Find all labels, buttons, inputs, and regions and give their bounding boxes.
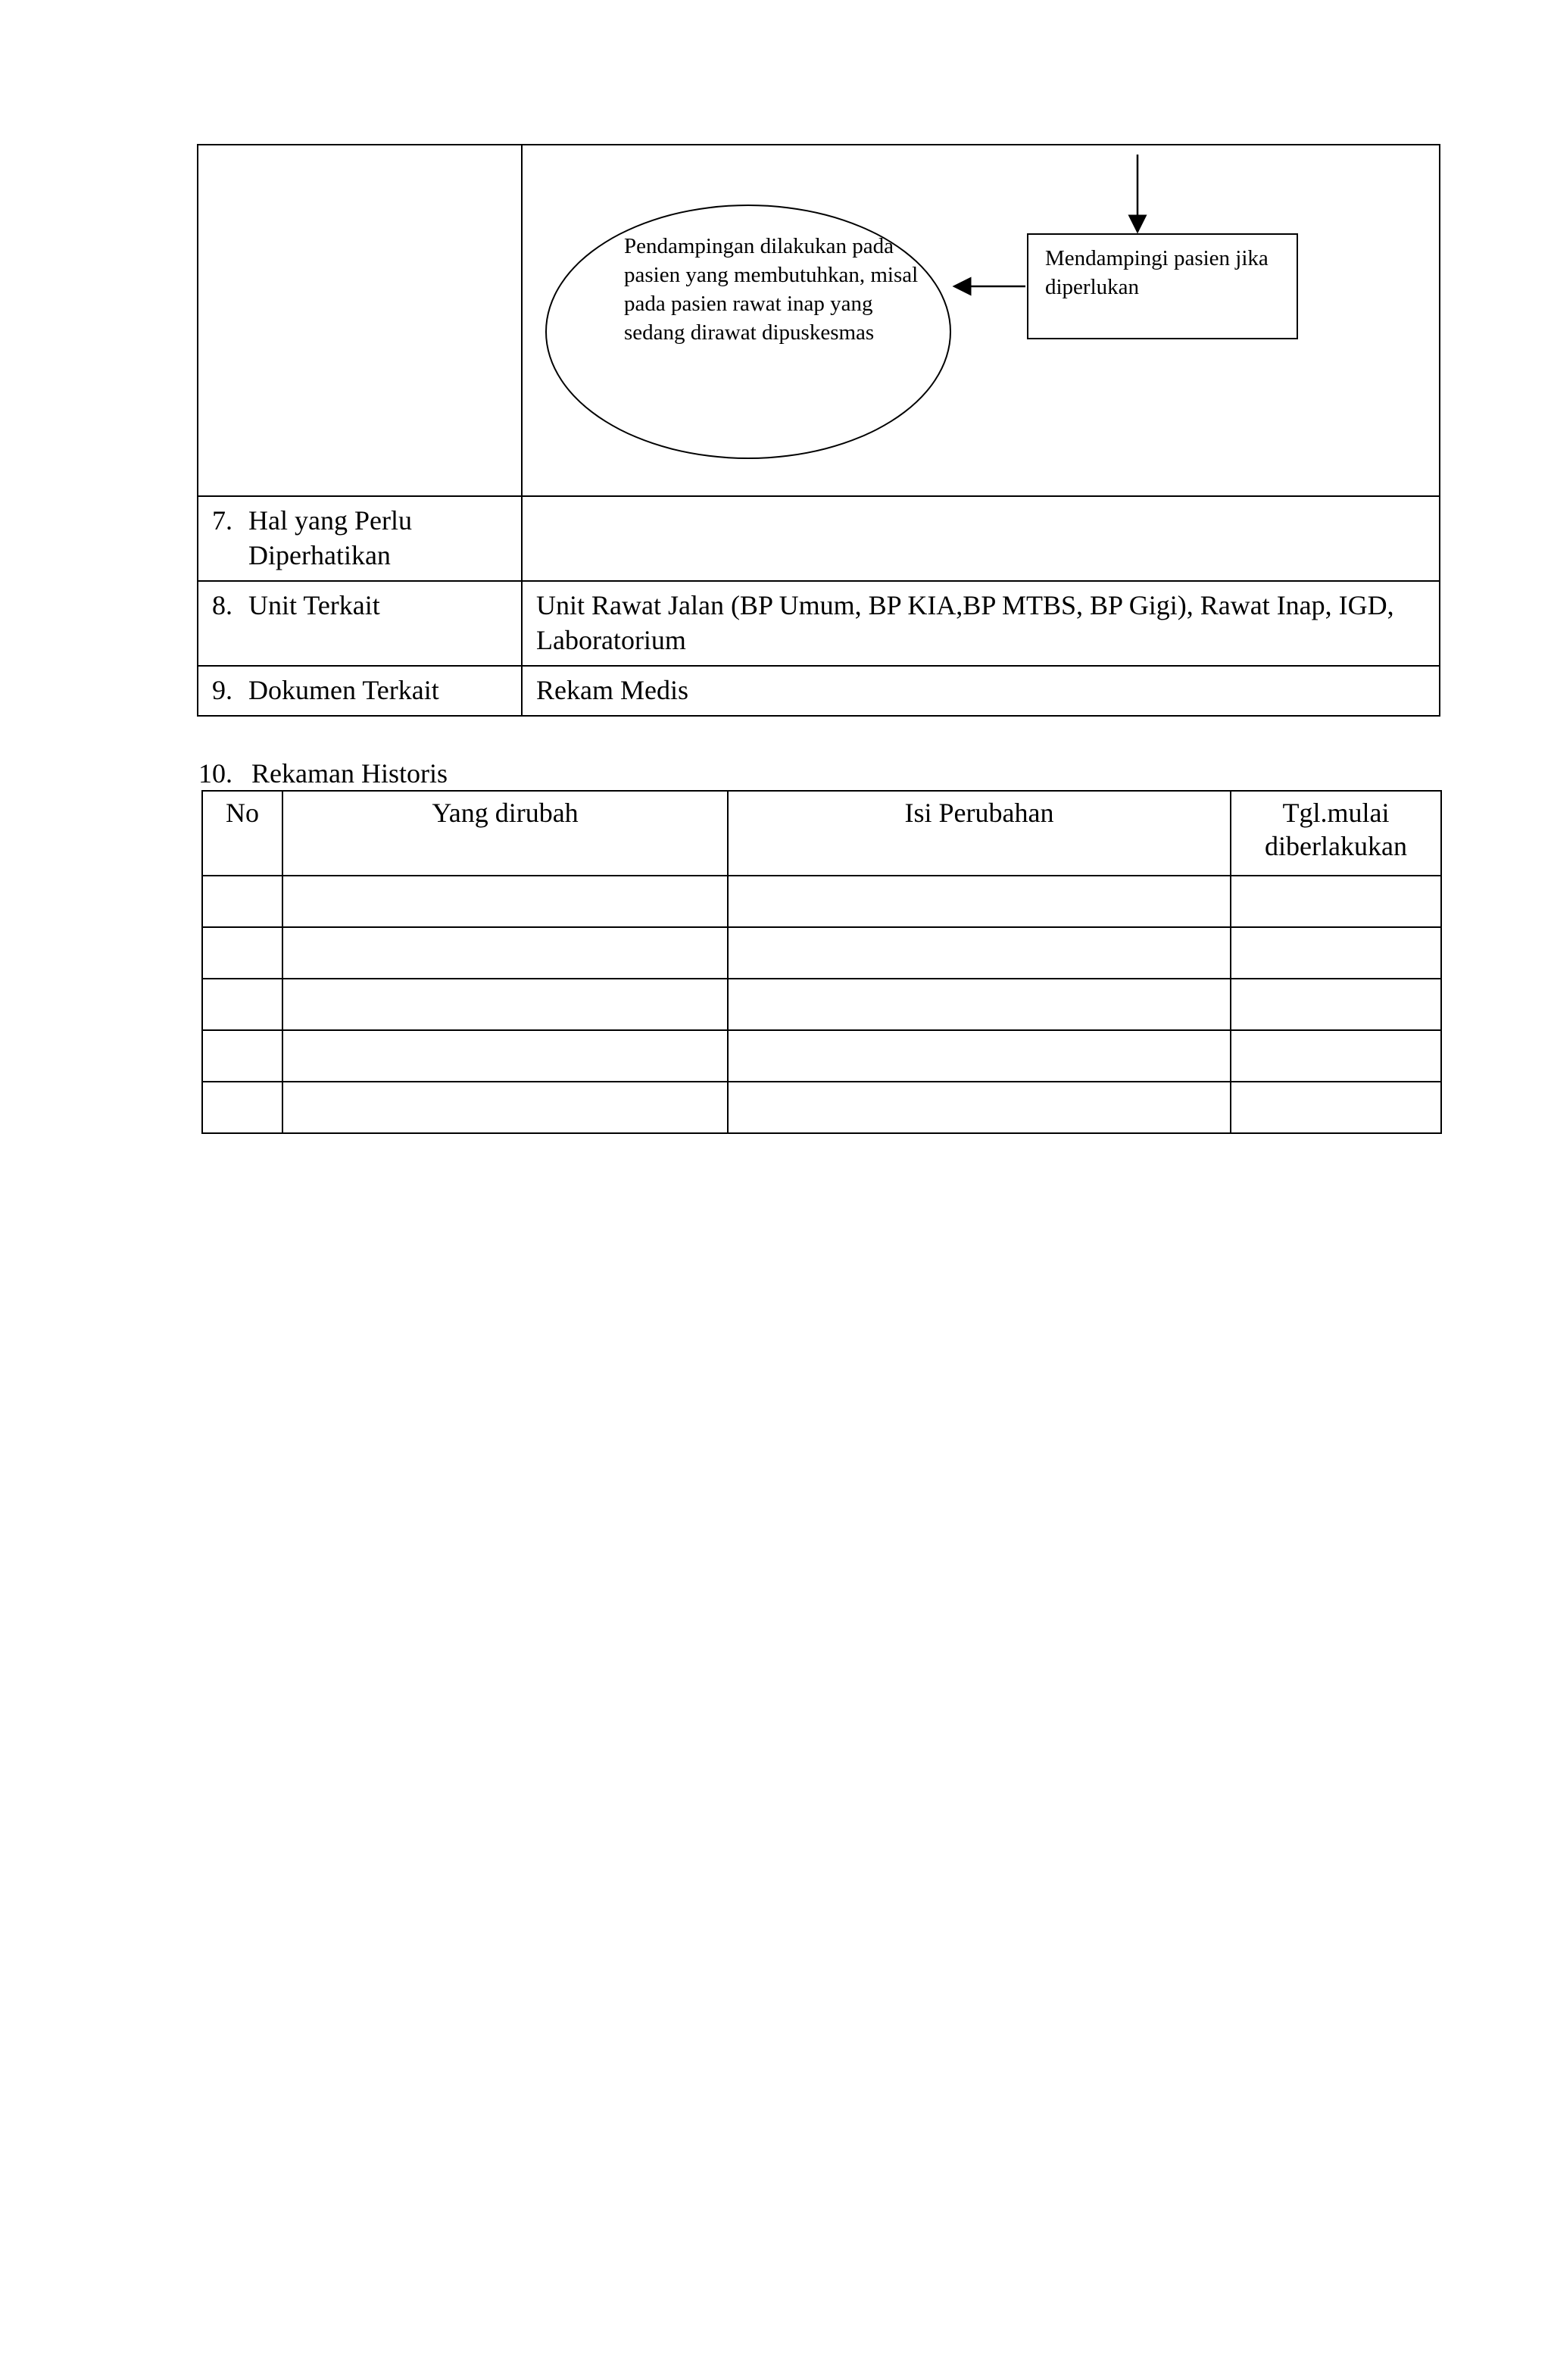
history-header-row bbox=[202, 791, 1441, 876]
row-value: Unit Rawat Jalan (BP Umum, BP KIA,BP MTBS, BP Gigi), Rawat Inap, IGD, Laboratorium bbox=[536, 590, 1394, 655]
row-number: 7. bbox=[212, 505, 232, 536]
table-cell bbox=[728, 927, 1231, 979]
table-cell bbox=[1231, 927, 1441, 979]
table-cell bbox=[282, 927, 728, 979]
table-cell bbox=[282, 1082, 728, 1133]
row-label bbox=[198, 497, 521, 580]
table-cell bbox=[282, 876, 728, 927]
table-cell bbox=[282, 1030, 728, 1082]
column-header-tgl-mulai: Tgl.mulai diberlakukan bbox=[1231, 791, 1441, 876]
row-label-text: Hal yang Perlu Diperhatikan bbox=[248, 505, 412, 570]
table-cell bbox=[728, 876, 1231, 927]
table-row bbox=[202, 876, 1441, 927]
row-number: 8. bbox=[212, 590, 232, 620]
flowchart-label-cell bbox=[198, 145, 522, 496]
table-cell bbox=[728, 1082, 1231, 1133]
flowchart-step-box: Mendampingi pasien jika diperlukan bbox=[1027, 233, 1298, 339]
history-heading bbox=[198, 756, 448, 791]
row-label bbox=[198, 667, 521, 715]
table-cell bbox=[1231, 1030, 1441, 1082]
table-row bbox=[202, 1030, 1441, 1082]
table-cell bbox=[202, 927, 282, 979]
table-cell bbox=[202, 979, 282, 1030]
row-hal-perlu-diperhatikan bbox=[198, 496, 1440, 581]
table-cell bbox=[728, 979, 1231, 1030]
table-cell bbox=[1231, 1082, 1441, 1133]
table-cell bbox=[202, 1082, 282, 1133]
column-header-no: No bbox=[202, 791, 282, 876]
row-value: Rekam Medis bbox=[536, 675, 688, 705]
table-cell bbox=[202, 1030, 282, 1082]
flowchart-cell bbox=[522, 145, 1440, 496]
table-cell bbox=[1231, 876, 1441, 927]
flowchart-row bbox=[198, 145, 1440, 496]
row-dokumen-terkait bbox=[198, 666, 1440, 716]
row-label-text: Dokumen Terkait bbox=[248, 675, 439, 705]
row-label bbox=[198, 582, 521, 630]
table-row bbox=[202, 979, 1441, 1030]
table-cell bbox=[1231, 979, 1441, 1030]
flowchart-note-text: Pendampingan dilakukan pada pasien yang membutuhkan, misal pada pasien rawat inap yang sedang dirawat dipuskesmas bbox=[624, 234, 919, 345]
flowchart bbox=[523, 145, 1439, 495]
table-row bbox=[202, 1082, 1441, 1133]
row-label-text: Unit Terkait bbox=[248, 590, 380, 620]
column-header-isi-perubahan: Isi Perubahan bbox=[728, 791, 1231, 876]
column-header-yang-dirubah: Yang dirubah bbox=[282, 791, 728, 876]
table-cell bbox=[282, 979, 728, 1030]
row-number: 9. bbox=[212, 675, 232, 705]
row-value bbox=[523, 497, 1439, 511]
history-number: 10. bbox=[198, 758, 232, 789]
table-cell bbox=[202, 876, 282, 927]
sop-table bbox=[197, 144, 1440, 717]
table-row bbox=[202, 927, 1441, 979]
history-table bbox=[201, 790, 1440, 1134]
history-title: Rekaman Historis bbox=[251, 758, 448, 789]
row-unit-terkait bbox=[198, 581, 1440, 666]
table-cell bbox=[728, 1030, 1231, 1082]
